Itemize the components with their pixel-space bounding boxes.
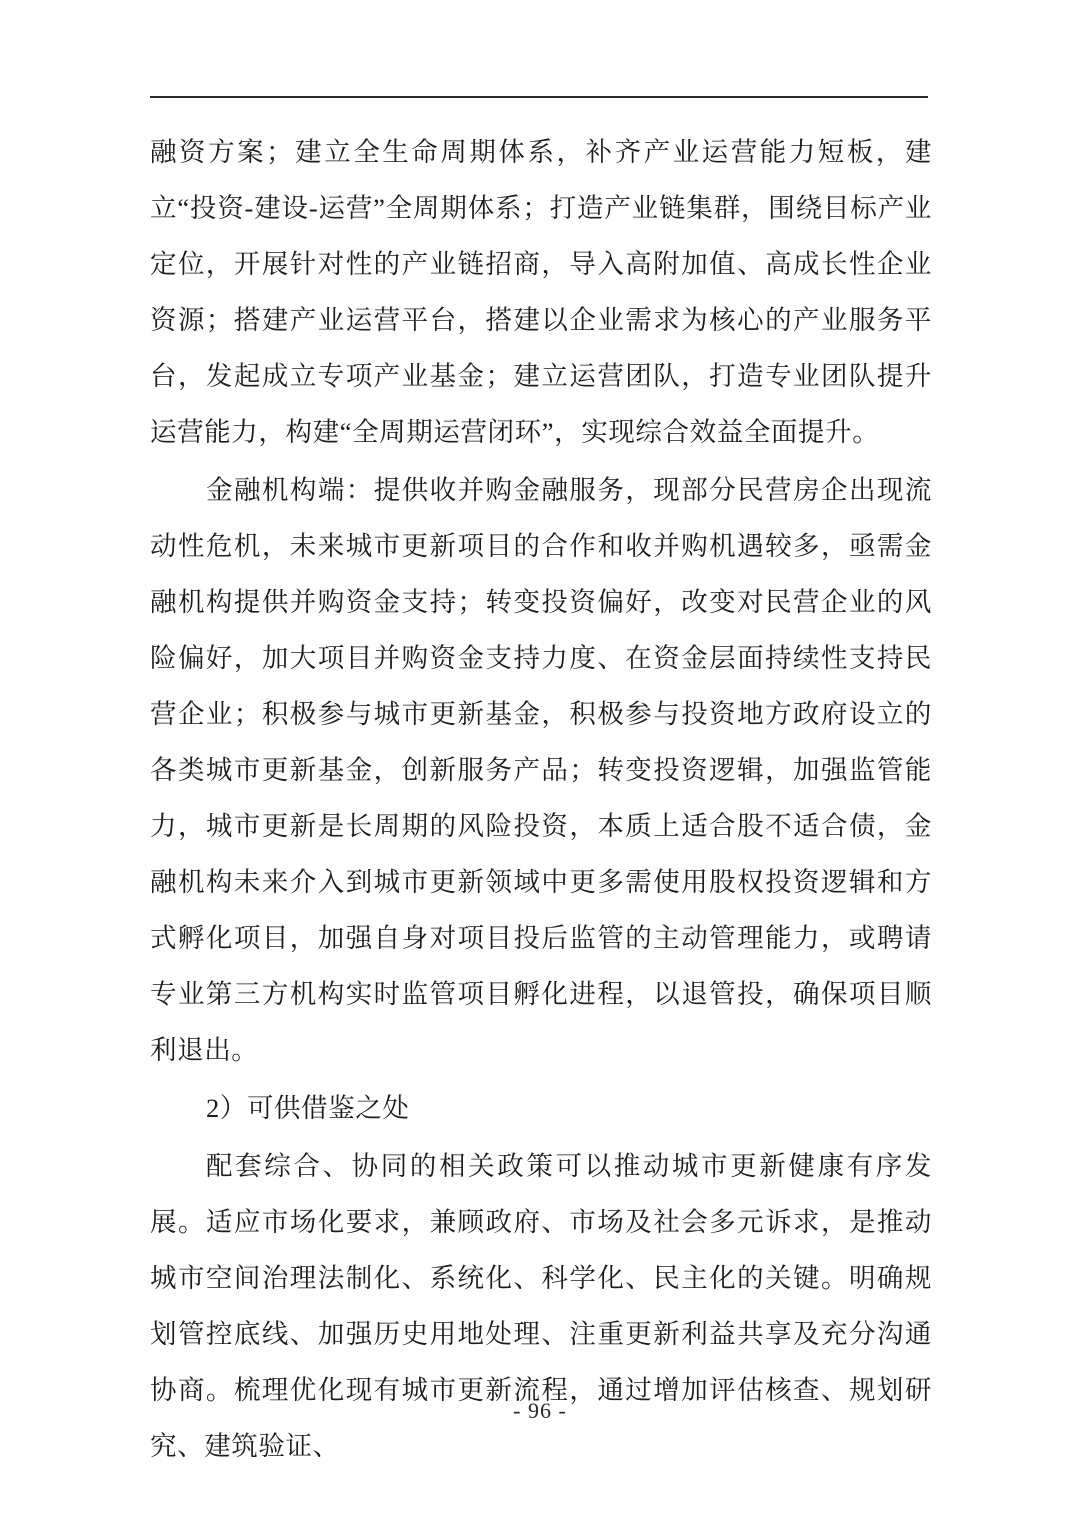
page-number: - 96 -	[513, 1398, 567, 1423]
page-content	[150, 124, 932, 1476]
paragraph-financial-institutions: 金融机构端：提供收并购金融服务，现部分民营房企出现流动性危机，未来城市更新项目的合作和收并购机遇较多，亟需金融机构提供并购资金支持；转变投资偏好，改变对民营企业的风险偏好，加大项目并购资金支持力度、在资金层面持续性支持民营企业；积极参与城市更新基金，积极参与投资地方政府设立的各类城市更新基金，创新服务产品；转变投资逻辑，加强监管能力，城市更新是长周期的风险投资，本质上适合股不适合债，金融机构未来介入到城市更新领域中更多需使用股权投资逻辑和方式孵化项目，加强自身对项目投后监管的主动管理能力，或聘请专业第三方机构实时监管项目孵化进程，以退管投，确保项目顺利退出。	[150, 475, 932, 1065]
paragraph-reference-body: 配套综合、协同的相关政策可以推动城市更新健康有序发展。适应市场化要求，兼顾政府、市场及社会多元诉求，是推动城市空间治理法制化、系统化、科学化、民主化的关键。明确规划管控底线、加强历史用地处理、注重更新利益共享及充分沟通协商。梳理优化现有城市更新流程，通过增加评估核查、规划研究、建筑验证、	[150, 1151, 932, 1461]
heading-reference-points: 2）可供借鉴之处	[206, 1093, 410, 1123]
paragraph-financing-continued: 融资方案；建立全生命周期体系，补齐产业运营能力短板，建立“投资-建设-运营”全周期体系；打造产业链集群，围绕目标产业定位，开展针对性的产业链招商，导入高附加值、高成长性企业资源；搭建产业运营平台，搭建以企业需求为核心的产业服务平台，发起成立专项产业基金；建立运营团队，打造专业团队提升运营能力，构建“全周期运营闭环”，实现综合效益全面提升。	[150, 137, 932, 447]
header-rule	[150, 96, 928, 98]
